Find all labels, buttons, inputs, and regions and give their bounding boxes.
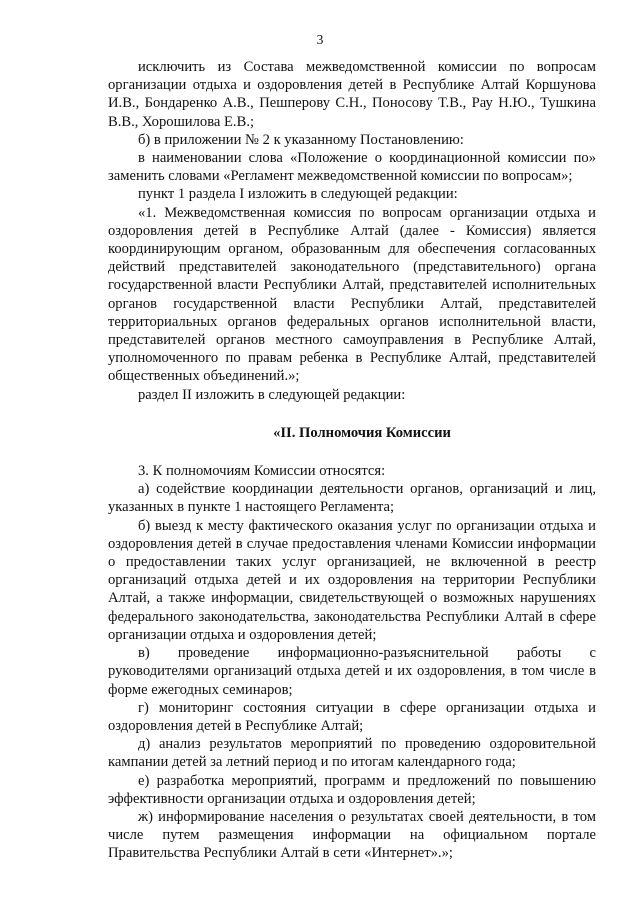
paragraph-point-1-text: «1. Межведомственная комиссия по вопросам организации отдыха и оздоровления детей в Республике Алтай (далее - Комиссия) является координирующим органом, образованным для обеспечения согласованных действий представителей законодательного (представительного) органа государственной власти Республики Алтай, представителей исполнительных органов государственной власти Республики Алтай, представителей территориальных органов федеральных органов исполнительной власти, представителей органов местного самоуправления в Республике Алтай, уполномоченного по правам ребенка в Республике Алтай, представителей общественных объединений.»; bbox=[108, 204, 596, 385]
list-item-v: в) проведение информационно-разъяснительной работы с руководителями организаций отдыха детей и их оздоровления, в том числе в форме ежегодных семинаров; bbox=[108, 645, 596, 698]
paragraph-appendix-2: б) в приложении № 2 к указанному Постановлению: bbox=[138, 131, 464, 148]
paragraph-exclude-members: исключить из Состава межведомственной комиссии по вопросам организации отдыха и оздоровления детей в Республике Алтай Коршунова И.В., Бондаренко А.В., Пешперову С.Н., Поносову Т.В., Рау Н.Ю., Тушкина В.В., Хорошилова Е.В.; bbox=[108, 59, 596, 130]
page-number: 3 bbox=[316, 32, 324, 47]
paragraph-section-2-intro: раздел II изложить в следующей редакции: bbox=[138, 386, 406, 403]
document-body bbox=[108, 58, 596, 863]
list-item-b: б) выезд к месту фактического оказания услуг по организации отдыха и оздоровления детей в случае предоставления членами Комиссии информации о предоставлении таких услуг организацией, не включенной в реестр организаций отдыха детей и их оздоровления на территории Республики Алтай, а также информации, свидетельствующей о возможных нарушениях федерального законодательства, законодательства Республики Алтай в сфере организации отдыха и оздоровления детей; bbox=[108, 517, 596, 643]
paragraph-powers-intro: 3. К полномочиям Комиссии относятся: bbox=[138, 463, 386, 480]
section-heading: «II. Полномочия Комиссии bbox=[273, 424, 451, 441]
list-item-d: д) анализ результатов мероприятий по проведению оздоровительной кампании детей за летний период и по итогам календарного года; bbox=[108, 736, 596, 771]
list-item-e: е) разработка мероприятий, программ и предложений по повышению эффективности организации отдыха и оздоровления детей; bbox=[108, 772, 596, 807]
list-item-g: г) мониторинг состояния ситуации в сфере организации отдыха и оздоровления детей в Республике Алтай; bbox=[108, 699, 596, 734]
paragraph-point-1-intro: пункт 1 раздела I изложить в следующей редакции: bbox=[138, 186, 458, 203]
list-item-zh: ж) информирование населения о результатах своей деятельности, в том числе путем размещения информации на официальном портале Правительства Республики Алтай в сети «Интернет».»; bbox=[108, 808, 596, 862]
paragraph-rename-title: в наименовании слова «Положение о координационной комиссии по» заменить словами «Регламент межведомственной комиссии по вопросам»; bbox=[108, 150, 596, 185]
list-item-a: а) содействие координации деятельности органов, организаций и лиц, указанных в пункте 1 настоящего Регламента; bbox=[108, 481, 596, 516]
